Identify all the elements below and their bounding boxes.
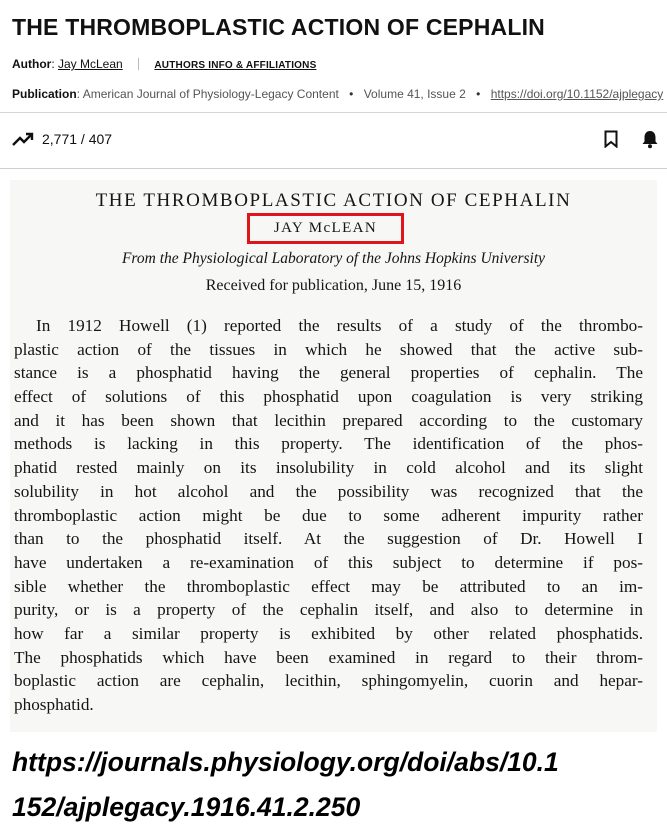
author-label: Author xyxy=(12,57,52,71)
body-line: have undertaken a re-examination of this subject to determine if pos- xyxy=(14,552,643,572)
volume-issue: Volume 41, Issue 2 xyxy=(363,87,466,101)
publication-label: Publication xyxy=(12,87,77,101)
bullet-separator: • xyxy=(476,87,481,101)
body-line: how far a similar property is exhibited by other related phosphatids. xyxy=(14,623,643,643)
metrics-count: 2,771 / 407 xyxy=(42,131,113,147)
scan-received-date: Received for publication, June 15, 1916 xyxy=(205,277,462,294)
journal-name: American Journal of Physiology-Legacy Content xyxy=(82,87,339,101)
body-line: In 1912 Howell (1) reported the results of a study of the thrombo- xyxy=(36,316,643,335)
bookmark-icon[interactable] xyxy=(604,130,618,148)
bullet-separator: • xyxy=(349,87,354,101)
publication-row: Publication: American Journal of Physiology-Legacy Content • Volume 41, Issue 2 • https://doi.org/10.1152/ajplegacy xyxy=(12,87,664,101)
bell-icon[interactable] xyxy=(640,129,660,149)
scan-affiliation: From the Physiological Laboratory of the Johns Hopkins University xyxy=(121,250,546,267)
author-link[interactable]: Jay McLean xyxy=(58,57,123,71)
scanned-page xyxy=(10,180,657,732)
body-line: sible whether the thromboplastic effect may be attributed to an im- xyxy=(14,576,643,596)
trending-up-icon[interactable] xyxy=(12,131,34,147)
scan-body xyxy=(14,314,643,717)
body-line: The phosphatids which have been examined in regard to their throm- xyxy=(14,647,643,667)
doi-link[interactable]: https://doi.org/10.1152/ajplegacy xyxy=(490,87,664,101)
body-line: purity, or is a property of the cephalin itself, and also to determine in xyxy=(14,600,643,620)
authors-info-link[interactable]: AUTHORS INFO & AFFILIATIONS xyxy=(154,60,317,71)
body-line: stance is a phosphatid having the general properties of cephalin. The xyxy=(14,363,643,383)
metrics-row xyxy=(12,128,662,152)
divider xyxy=(0,168,667,169)
body-line: plastic action of the tissues in which he showed that the active sub- xyxy=(14,339,643,359)
body-line: than to the phosphatid itself. At the suggestion of Dr. Howell I xyxy=(14,529,643,549)
divider xyxy=(138,58,139,70)
author-row: Author: Jay McLean AUTHORS INFO & AFFILIATIONS xyxy=(12,57,317,71)
body-line: solubility in hot alcohol and the possibility was recognized that the xyxy=(14,481,643,501)
body-line: boplastic action are cephalin, lecithin, sphingomyelin, cuorin and hepar- xyxy=(14,671,643,691)
source-url-line: 152/ajplegacy.1916.41.2.250 xyxy=(12,792,361,822)
article-title: THE THROMBOPLASTIC ACTION OF CEPHALIN xyxy=(12,14,545,40)
body-line: effect of solutions of this phosphatid upon coagulation is very striking xyxy=(14,387,643,407)
body-line: and it has been shown that lecithin prepared according to the customary xyxy=(14,410,643,430)
scan-title: THE THROMBOPLASTIC ACTION OF CEPHALIN xyxy=(95,190,572,211)
body-line: phosphatid. xyxy=(14,695,94,714)
divider xyxy=(0,112,667,113)
scan-author: JAY McLEAN xyxy=(273,220,378,236)
body-line: methods is lacking in this property. The identification of the phos- xyxy=(14,434,643,454)
source-url xyxy=(12,740,662,830)
body-line: thromboplastic action might be due to some adherent impurity rather xyxy=(14,505,643,525)
body-line: phatid rested mainly on its insolubility in cold alcohol and its slight xyxy=(14,458,643,478)
source-url-line: https://journals.physiology.org/doi/abs/10.1 xyxy=(12,747,559,777)
